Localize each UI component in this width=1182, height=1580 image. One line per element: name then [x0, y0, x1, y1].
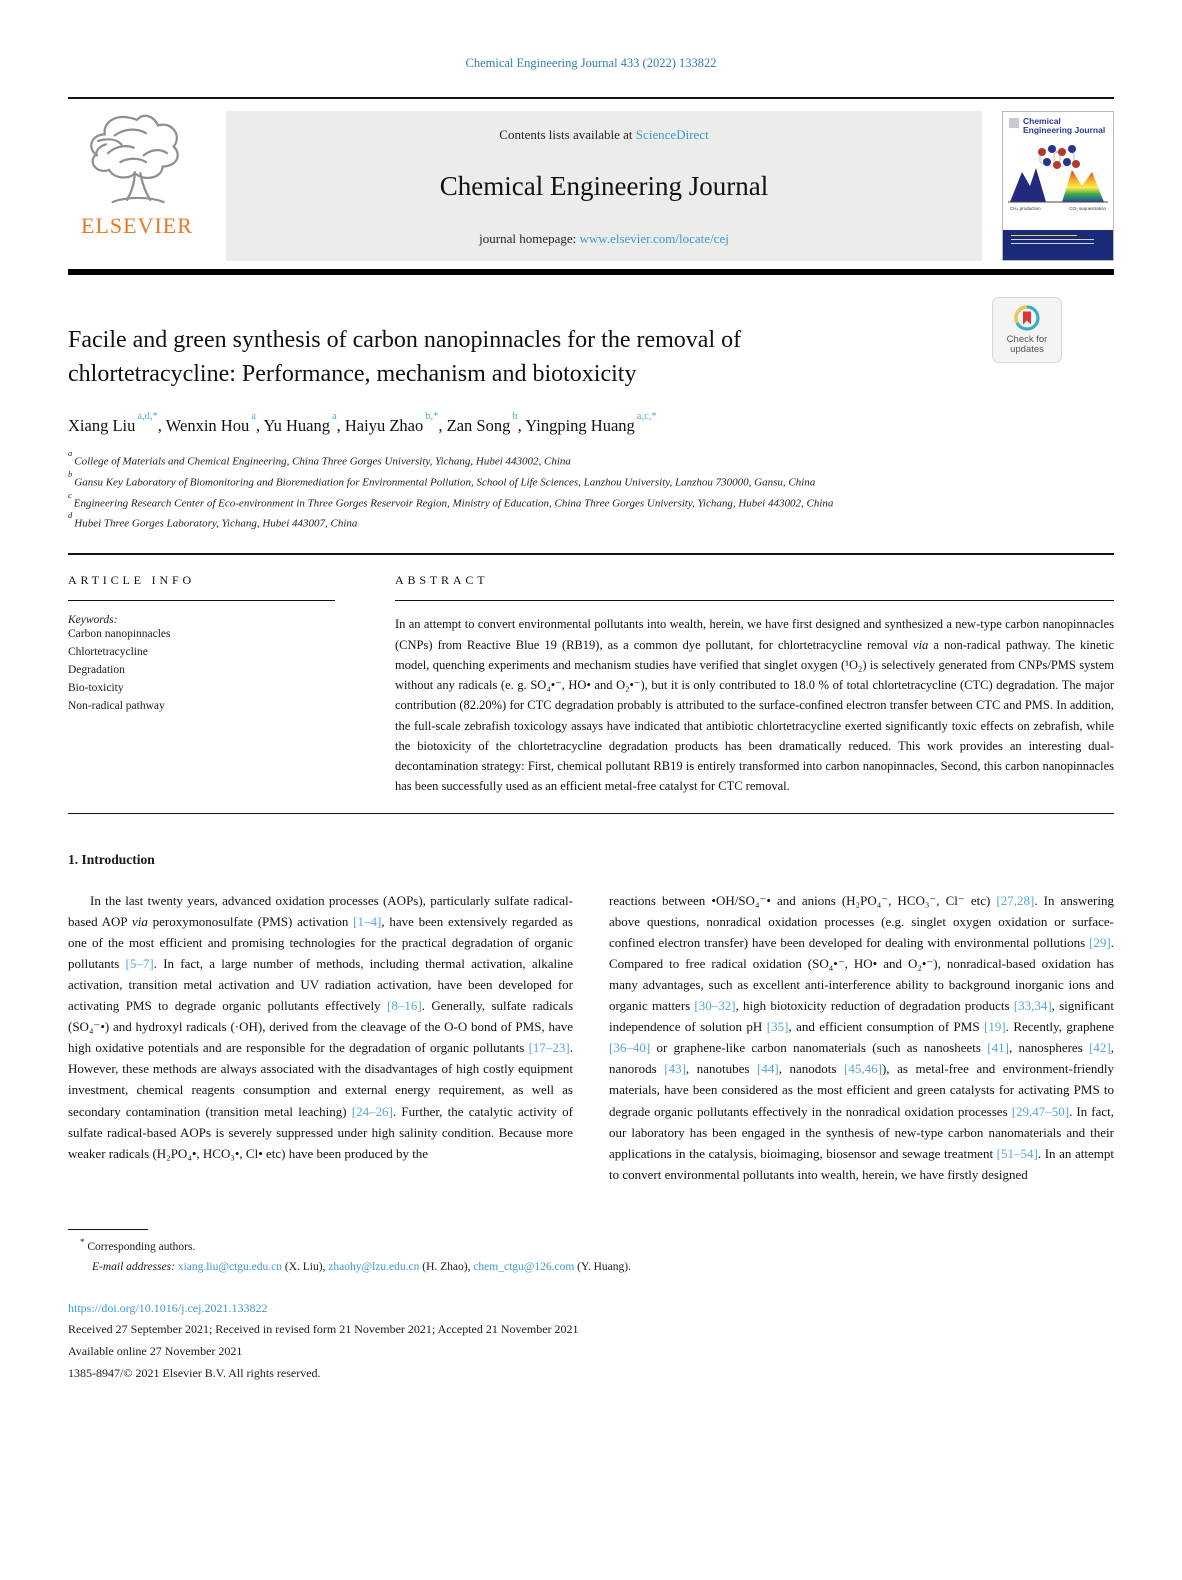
citation-ref[interactable]: [51–54]: [996, 1145, 1038, 1161]
email-addresses-line: E-mail addresses: xiang.liu@ctgu.edu.cn (X. Liu), zhaohy@lzu.edu.cn (H. Zhao), chem_ctgu@126.com (Y. Huang).: [92, 1261, 631, 1274]
received-dates: Received 27 September 2021; Received in revised form 21 November 2021; Accepted 21 November 2021: [68, 1322, 579, 1337]
journal-title: Chemical Engineering Journal: [439, 171, 769, 201]
citation-ref[interactable]: [8–16]: [387, 998, 422, 1014]
journal-header: [68, 111, 1114, 261]
corresponding-authors-note: * Corresponding authors.: [80, 1236, 196, 1253]
affiliation-line: $^c$Engineering Research Center of Eco-environment in Three Gorges Reservoir Region, Ministry of Education, China Three Gorges University, Yichang, Hubei 443002, China: [68, 489, 834, 510]
author: Yu Huang $^a$,: [263, 410, 345, 436]
elsevier-logo: [68, 111, 206, 261]
journal-cover-thumbnail[interactable]: [1002, 111, 1114, 261]
homepage-prefix: journal homepage:: [479, 230, 580, 246]
affiliations: [68, 450, 1114, 533]
section-divider-bottom: [68, 813, 1114, 815]
citation-ref[interactable]: [29]: [1089, 935, 1111, 951]
article-info-heading: ARTICLE INFO: [68, 572, 196, 587]
journal-homepage-link[interactable]: www.elsevier.com/locate/cej: [579, 230, 729, 246]
available-online: Available online 27 November 2021: [68, 1344, 243, 1359]
citation-ref[interactable]: [35]: [766, 1019, 789, 1035]
link[interactable]: chem_ctgu@126.com: [473, 1261, 575, 1274]
footnote-marker: *: [80, 1236, 85, 1247]
citation-ref[interactable]: [17–23]: [528, 1040, 570, 1056]
footnote-block: [68, 1234, 1114, 1278]
contents-prefix: Contents lists available at: [499, 126, 636, 142]
journal-header-box: [226, 111, 982, 261]
keyword-item: Degradation: [68, 663, 125, 676]
author: Haiyu Zhao $^{b,*}$,: [344, 410, 447, 436]
elsevier-wordmark: ELSEVIER: [81, 212, 193, 238]
top-rule: [68, 97, 1114, 99]
author-superscript: a: [331, 410, 337, 422]
citation-ref[interactable]: [30–32]: [694, 998, 736, 1014]
keyword-item: Non-radical pathway: [68, 699, 165, 712]
elsevier-tree-icon: [81, 111, 193, 211]
intro-column-left: In the last twenty years, advanced oxidation processes (AOPs), particularly sulfate radical-based AOP via peroxymonosulfate (PMS) activation [1–4], have been extensively regarded as one of the most efficient and promising technologies for the practical degradation of organic pollutants [5–7]. In fact, a large number of methods, including thermal activation, alkaline activation, transition metal activation and UV radiation activation, have been developed for activating PMS to degrade organic pollutants effectively [8–16]. Generally, sulfate radicals (SO₄⁻•) and hydroxyl radicals (·OH), derived from the cleavage of the O-O bond of PMS, have high oxidative potentials and are responsible for the degradation of organic pollutants [17–23]. However, these methods are always associated with the disadvantages of high costly equipment investment, chemical reagents consumption and external energy requirement, as well as secondary contamination (transition metal leaching) [24–26]. Further, the catalytic activity of sulfate radical-based AOPs is severely suppressed under high salinity condition. Because more weaker radicals (H₂PO₄•, HCO₃•, Cl• etc) have been produced by the: [68, 893, 574, 1161]
intro-column-right: reactions between •OH/SO₄⁻• and anions (H₂PO₄⁻, HCO₃⁻, Cl⁻ etc) [27,28]. In answering above questions, nonradical oxidation processes (e.g. singlet oxygen oxidation or surface-confined electron transfer) have been developed for dealing with environmental pollutions [29]. Compared to free radical oxidation (SO₄•⁻, HO• and O₂•⁻), nonradical-based oxidation has many advantages, such as excellent anti-interference ability to background inorganic ions and organic matters [30–32], high biotoxicity reduction of degradation products [33,34], significant independence of solution pH [35], and efficient consumption of PMS [19]. Recently, graphene [36–40] or graphene-like carbon nanomaterials (such as nanosheets [41], nanospheres [42], nanorods [43], nanotubes [44], nanodots [45,46]), as metal-free and environment-friendly materials, have been considered as the most efficient and green catalysts for activating PMS to degrade organic pollutants effectively in the nonradical oxidation processes [29,47–50]. In fact, our laboratory has been engaged in the synthesis of new-type carbon nanomaterials and their applications in the catalysis, bioimaging, biosensor and sewage treatment [51–54]. In an attempt to convert environmental pollutants into wealth, herein, we have firstly designed: [609, 893, 1115, 1182]
affiliation-superscript: d: [68, 510, 73, 521]
citation-ref[interactable]: [43]: [664, 1061, 686, 1077]
keyword-item: Chlortetracycline: [68, 646, 148, 659]
article-title: Facile and green synthesis of carbon nanopinnacles for the removal of chlortetracycline: Performance, mechanism and biotoxicity: [68, 326, 742, 388]
citation-ref[interactable]: [19]: [984, 1019, 1006, 1035]
masthead-citation: Chemical Engineering Journal 433 (2022) 133822: [465, 56, 717, 70]
affiliation-line: $^b$Gansu Key Laboratory of Biomonitoring and Bioremediation for Environmental Pollution, School of Life Sciences, Lanzhou University, Lanzhou 730000, Gansu, China: [68, 468, 816, 489]
footer-meta: [68, 1298, 1114, 1384]
author-superscript: a,d,*: [137, 410, 158, 422]
author: Xiang Liu $^{a,d,*}$,: [68, 410, 166, 436]
article-info-column: [68, 573, 335, 797]
cover-logo-icon: [1009, 118, 1019, 128]
doi-link[interactable]: https://doi.org/10.1016/j.cej.2021.133822: [68, 1300, 268, 1315]
cover-caption-left: CH₄ production: [1010, 205, 1041, 211]
footnote-rule: [68, 1229, 148, 1230]
citation-ref[interactable]: [45,46]: [844, 1061, 882, 1077]
check-updates-label-line2: updates: [1010, 344, 1044, 356]
abstract-text: In an attempt to convert environmental pollutants into wealth, herein, we have first designed and synthesized a new-type carbon nanopinnacles (CNPs) from Reactive Blue 19 (RB19), as a common dye pollutant, for chlortetracycline removal via a non-radical pathway. The kinetic model, quenching experiments and mechanism studies have verified that singlet oxygen (¹O₂) is selectively generated from CNPs/PMS system without any radicals (e. g. SO₄•⁻, HO• and O₂•⁻), but it is only contributed to 18.0 % of total chlortetracycline (CTC) degradation. The major contribution (82.20%) for CTC degradation probably is attributed to the surface-confined electron transfer between CTC and PMS. In addition, the full-scale zebrafish toxicology assays have indicated that antibiotic chlortetracycline exerted significantly toxic effects on zebrafish, while the biotoxicity of the chlortetracycline degradation products has been dramatically reduced. This work provides an interesting dual-decontamination strategy: First, chemical pollutant RB19 is entirely transformed into carbon nanopinnacles, Second, this carbon nanopinnacles has been successfully used as an efficient metal-free catalyst for CTC removal.: [395, 617, 1114, 794]
check-updates-icon: [1012, 303, 1042, 333]
abstract-rule: [395, 600, 1114, 602]
cover-captions: [1003, 206, 1113, 213]
citation-ref[interactable]: [41]: [987, 1040, 1009, 1056]
abstract-column: [395, 573, 1114, 797]
keywords-label: Keywords:: [68, 614, 118, 627]
author: Zan Song $^b$,: [446, 410, 526, 436]
check-for-updates-badge[interactable]: [992, 297, 1062, 364]
author-superscript: a: [251, 410, 256, 422]
author: Wenxin Hou $^a$,: [165, 410, 264, 436]
homepage-line: [236, 231, 972, 247]
author: Yingping Huang $^{a,c,*}$: [525, 410, 657, 436]
cover-title: Chemical Engineering Journal: [1023, 115, 1106, 136]
authors-line: [68, 410, 1114, 436]
affiliation-line: $^a$College of Materials and Chemical Engineering, China Three Gorges University, Yichang, Hubei 443002, China: [68, 448, 571, 468]
check-updates-label-line1: Check for: [1006, 333, 1048, 345]
article-info-rule: [68, 600, 335, 602]
sciencedirect-link[interactable]: ScienceDirect: [635, 126, 709, 142]
citation-ref[interactable]: [1–4]: [353, 914, 382, 930]
introduction-columns: [68, 890, 1114, 1185]
header-divider-bar: [68, 269, 1114, 275]
link[interactable]: xiang.liu@ctgu.edu.cn: [177, 1261, 282, 1274]
cover-caption-right: CO₂ sequestration: [1069, 205, 1106, 211]
affiliation-superscript: c: [68, 489, 72, 500]
affiliation-line: $^d$Hubei Three Gorges Laboratory, Yichang, Hubei 443007, China: [68, 510, 358, 531]
affiliation-superscript: a: [68, 448, 73, 459]
citation-ref[interactable]: [33,34]: [1013, 998, 1052, 1014]
section-divider-top: [68, 553, 1114, 555]
copyright-line: 1385-8947/© 2021 Elsevier B.V. All rights reserved.: [68, 1365, 321, 1380]
author-superscript: a,c,*: [636, 410, 657, 422]
citation-ref[interactable]: [36–40]: [609, 1040, 651, 1056]
author-superscript: b: [512, 410, 518, 422]
citation-ref[interactable]: [29,47–50]: [1011, 1103, 1070, 1119]
citation-ref[interactable]: [24–26]: [351, 1103, 393, 1119]
abstract-heading: ABSTRACT: [395, 572, 489, 587]
link[interactable]: zhaohy@lzu.edu.cn: [328, 1261, 420, 1274]
contents-line: [236, 127, 972, 143]
author-superscript: b,*: [425, 410, 439, 422]
cover-footer-band: [1003, 230, 1113, 260]
citation-ref[interactable]: [5–7]: [125, 956, 154, 972]
citation-ref[interactable]: [44]: [757, 1061, 779, 1077]
citation-ref[interactable]: [42]: [1089, 1040, 1111, 1056]
keyword-item: Bio-toxicity: [68, 681, 124, 694]
citation-ref[interactable]: [27,28]: [996, 893, 1035, 909]
cover-graphic: [1006, 140, 1110, 206]
keyword-item: Carbon nanopinnacles: [68, 628, 171, 641]
introduction-heading: 1. Introduction: [68, 852, 155, 868]
title-block: [68, 323, 1114, 393]
info-abstract-row: [68, 573, 1114, 797]
cover-top: [1003, 112, 1113, 138]
affiliation-superscript: b: [68, 468, 73, 479]
